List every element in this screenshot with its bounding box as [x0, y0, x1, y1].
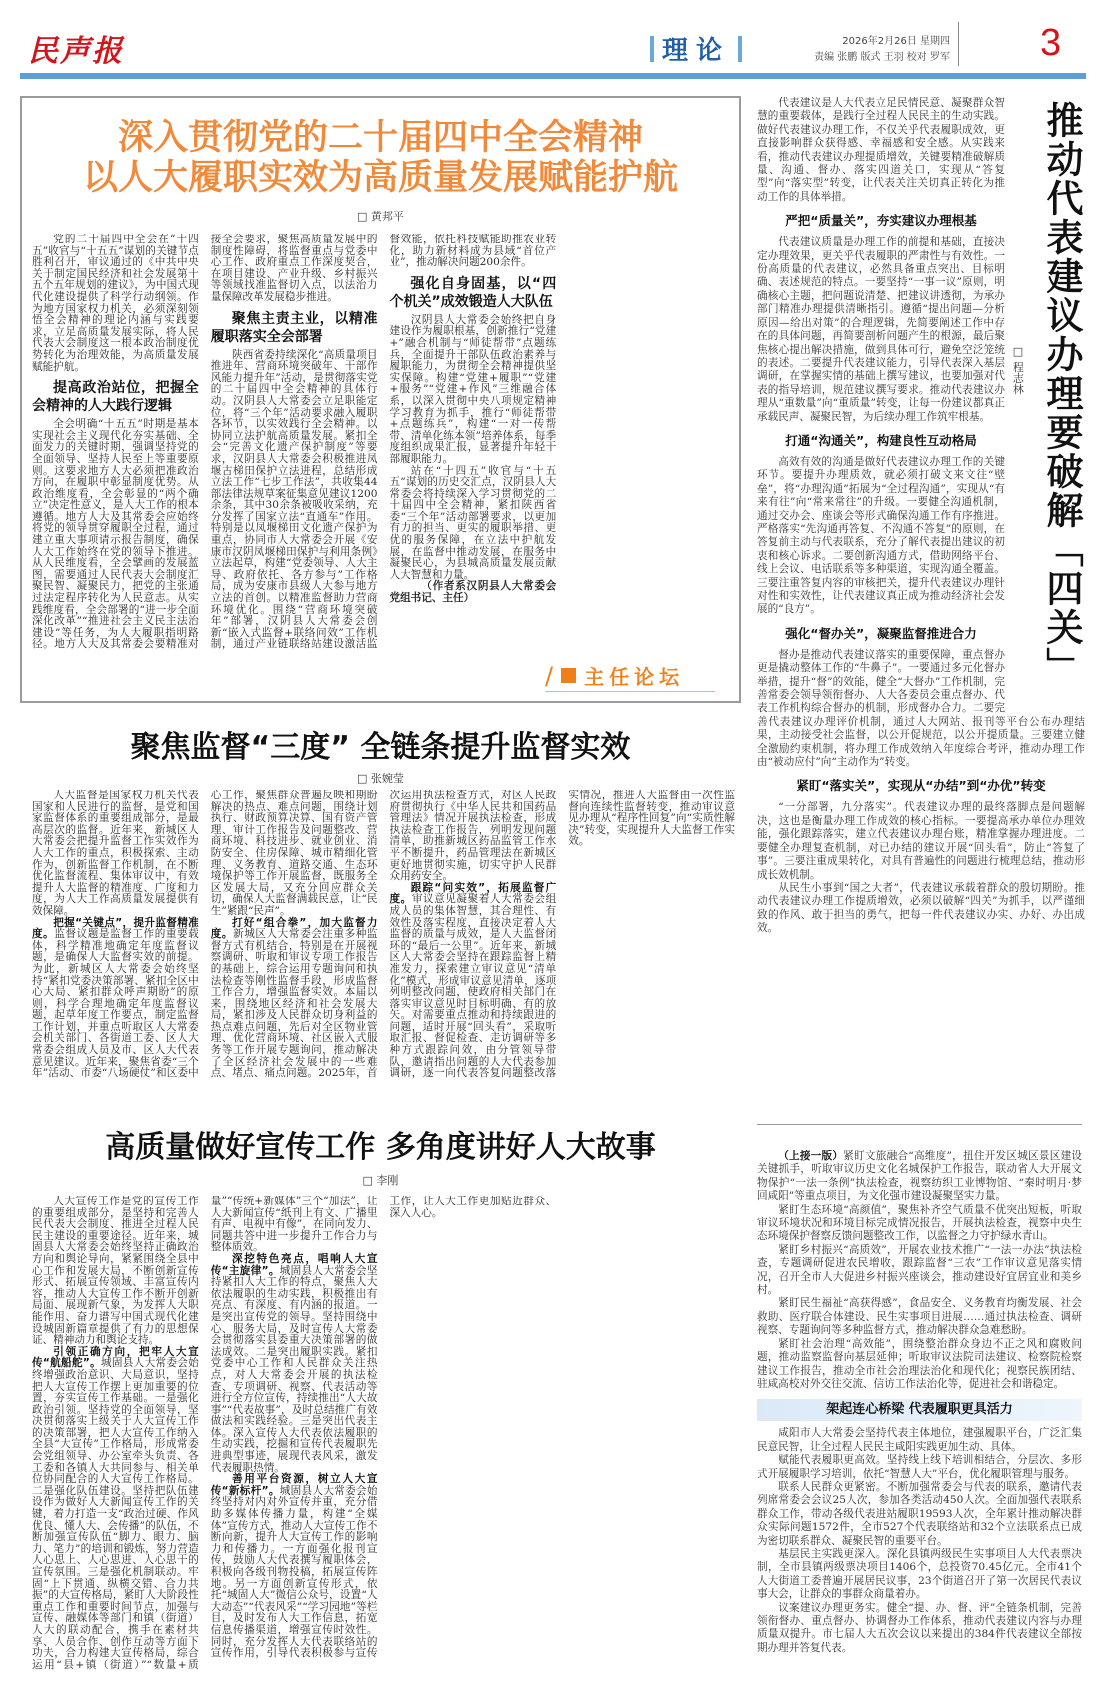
headline-line-2: 以人大履职实效为高质量发展赋能护航: [82, 158, 678, 198]
right-article-byline: □ 程志林: [1011, 345, 1025, 395]
paragraph: 基层民主实践更深入。深化县镇两级民生实事项目人大代表票决制，全市县镇两级票决项目1406个，总投资70.45亿元。全市41个人大街道工委普遍开展居民议事，23个街道召开了第一次居民代表议事大会，让群众的事群众商量着办。: [757, 1547, 1082, 1601]
subheading: 严把“质量关”，夯实建议办理根基: [785, 213, 977, 229]
slash-mark: /: [545, 661, 554, 690]
header-rule: [20, 73, 1086, 79]
editorial-staff: 责编 张鹏 版式 王羽 校对 罗军: [814, 52, 950, 63]
page-number: 3: [1040, 22, 1062, 64]
subheading: 打通“沟通关”，构建良性互动格局: [785, 432, 977, 448]
middle-article-headline: 聚焦监督“三度” 全链条提升监督实效: [130, 730, 631, 765]
bottom-article-byline: □ 李刚: [362, 1174, 399, 1187]
paragraph: 紧盯社会治理“高效能”，围绕整治群众身边不正之风和腐败问题，推动监察监督向基层延伸；听取审议法院司法建议、检察院检察建议工作报告，推动全市社会治理法治化和现代化；视察民族团结、驻咸高校对外交往交流、信访工作法治化等，促进社会和谐稳定。: [757, 1337, 1082, 1390]
paragraph: 人大宣传工作是党的宣传工作的重要组成部分，是坚持和完善人民代表大会制度、推进全过程人民民主建设的重要途径。近年来，城固县人大常委会始终坚持正确政治方向和舆论导向，紧紧围绕全县中心工作和发展大局，不断创新宣传形式、拓展宣传领域、丰富宣传内容，推动人大宣传工作不断开创新局面、展现新气象，为发挥人大职能作用、奋力谱写中国式现代化建设城固新篇章提供了有力的思想保证、精神动力和舆论支持。: [32, 1196, 199, 1347]
section-bar-left: [650, 36, 654, 62]
paragraph-lead-in: 跟踪“问实效”，拓展监督广度。: [389, 881, 557, 906]
issue-meta: [790, 34, 950, 66]
right-article: [757, 97, 1085, 1110]
paragraph-text: 新城区人大常委会注重多种监督方式有机结合，特别是在开展视察调研、听取和审议专项工作报告的基础上，综合运用专题询问和执法检查等刚性监督手段，形成监督工作合力，增强监督实效。本届以来，围绕地区经济和社会发展大局，紧扣涉及人民群众切身利益的热点难点问题，先后对全区物业管理、优化营商环境、社区嵌入式服务等工作开展专题询问，推动解决了全区经济社会发展中的一些难点、堵点、痛点问题。2025年，首次运用执法检查方式，对区人民政府贯彻执行《中华人民共和国药品管理法》情况开展执法检查，形成执法检查工作报告，列明发现问题清单，助推新城区药品监管工作水平不断提升，药品管理法在新城区更好地贯彻实施，切实守护人民群众用药安全。: [210, 790, 557, 1080]
paragraph: 紧盯生态环境“高颜值”，聚焦补齐空气质量不优突出短板，听取审议环境状况和环境目标完成情况报告，开展执法检查，视察中央生态环境保护督察反馈问题整改工作，以监督之力守护绿水青山。: [757, 1203, 1082, 1243]
continued-article-body: [757, 1150, 1082, 1682]
paragraph: 代表建议质量是办理工作的前提和基础，直接决定办理效果，更关乎代表履职的严肃性与有效性。一份高质量的代表建议，必然具备重点突出、目标明确、表述规范的特点。一要坚持“一事一议”原则，明确核心主题，把问题说清楚、把建议讲透彻，为承办部门精准办理提供清晰指引。遵循“提出问题—分析原因—给出对策”的合理逻辑，先简要阐述工作中存在的具体问题，再简要剖析问题产生的根源，最后聚焦核心提出解决措施，做到具体可行，避免空泛笼统的表述。二要提升代表建议能力，引导代表深入基层调研，在掌握实情的基础上撰写建议，也要加强对代表的指导培训，规范建议撰写要求。推动代表建议办理从“重数量”向“重质量”转变，让每一份建议都真正承载民声、凝聚民智，为后续办理工作筑牢根基。: [757, 236, 1005, 423]
paragraph-text: 紧盯文旅融合“高维度”，扭住开发区城区景区建设关键抓手，听取审议历史文化名城保护工作报告，联动省人大开展文物保护“一法一条例”执法检查，视察纺织工业博物馆、“秦时明月·梦回咸阳”等重点项目，为文化强市建设凝聚坚实力量。: [757, 1150, 1082, 1203]
paragraph-lead-in: 打好“组合拳”，加大监督力度。: [210, 916, 378, 941]
paragraph-text: 城固县人大常委会始终增强政治意识、大局意识，坚持把人大宣传工作摆上更加重要的位置，夯实宣传工作基础。一是强化政治引领。坚持党的全面领导，坚决贯彻落实上级关于人大宣传工作的决策部署，把人大宣传工作纳入全县“大宣传”工作格局，形成常委会党组领导、办公室牵头负责、各工委和各镇人大共同参与、相关单位协同配合的人大宣传工作格局。二是强化队伍建设。坚持把队伍建设作为做好人大新闻宣传工作的关键，着力打造一支“政治过硬、作风优良、懂人大、会传播”的队伍，不断加强宣传队伍“脚力、眼力、脑力、笔力”的培训和锻炼，努力营造人心思上、人心思进、人心思干的宣传氛围。三是强化机制联动。牢固“上下贯通、纵横交错、合力共振”的大宣传格局，紧盯人大阶段性重点工作和重要时间节点，加强与宣传、融媒体等部门和镇（街道）人大的联动配合，携手在素材共享、人员合作、创作互动等方面下功夫，合力构建大宣传格局，综合运用“县+镇（街道）”“数量+质量”“传统+新媒体”三个“加法”，让人大新闻宣传“纸刊上有文、广播里有声、电视中有像”，在同向发力、同题共答中进一步提升工作合力与整体质效。: [32, 1196, 378, 1671]
paragraph: 陕西省委持续深化“高质量项目推进年、营商环境突破年、干部作风能力提升年”活动，是贯彻落实党的二十届四中全会精神的具体行动。汉阴县人大常委会立足职能定位，将“三个年”活动要求融入履职各环节，以实效践行全会精神。以协同立法护航高质量发展。紧扣全会“完善文化遗产保护制度”等要求，汉阴县人大常委会积极推进凤堰古梯田保护立法进程，总结形成立法工作“七步工作法”，共收集44部法律法规草案征集意见建议1200余条，其中30余条被吸收采纳，充分发挥了国家立法“直通车”作用。特别是以凤堰梯田文化遗产保护为重点，协同市人大常委会开展《安康市汉阴凤堰梯田保护与利用条例》立法起草，构建“党委领导、人大主导、政府依托、各方参与”工作格局，成为安康市县级人大参与地方立法的首创。以精准监督助力营商环境优化。围绕“营商环境突破年”部署，汉阴县人大常委会创新“嵌入式监督+联络问效”工作机制，通过产业链联络站建设激活监督效能，依托科技赋能助推农业转化，助力新材料成为县域“首位产业”，推动解决问题200余件。: [210, 234, 557, 651]
paragraph: 全会明确“十五五”时期是基本实现社会主义现代化夯实基础、全面发力的关键时期，强调坚持党的全面领导、坚持人民至上等重要原则。这要求地方人大必须把准政治方向，在履职中彰显制度优势。从政治维度看，全会彰显的“两个确立”决定性意义，是人大工作的根本遵循。地方人大及其常委会应始终将党的领导贯穿履职全过程，通过建立重大事项请示报告制度，确保人大工作始终在党的领导下推进。从人民维度看，全会擘画的发展蓝图，需要通过人民代表大会制度汇聚民智、凝聚民力，把党的主张通过法定程序转化为人民意志。从实践维度看，全会部署的“进一步全面深化改革”“推进社会主义民主法治建设”等任务，为人大履职指明路径。地方人大及其常委会要精准对接全会要求，聚焦高质量发展中的制度性障碍，将监督重点与党委中心工作、政府重点工作深度契合，在项目建设、产业升级、乡村振兴等领域找准监督切入点，以法治力量保障改革发展稳步推进。: [32, 234, 378, 651]
paragraph-lead-in: 深挖特色亮点，唱响人大宣传“主旋律”。: [210, 1252, 378, 1277]
right-article-headline: 推动代表建议办理要破解「四关」: [1040, 101, 1083, 686]
square-mark: [561, 668, 576, 683]
paragraph-lead-in: 把握“关键点”，提升监督精准度。: [32, 916, 199, 941]
section-title: [650, 30, 742, 67]
lead-article-body: [32, 234, 735, 654]
middle-article-body: [32, 790, 735, 1088]
section-label: 理论: [662, 36, 731, 66]
lead-article-headline: [20, 118, 741, 198]
subheading: 强化自身固基，以“四个机关”成效锻造人大队伍: [389, 275, 557, 310]
paragraph: 从民生小事到“国之大者”，代表建议承载着群众的殷切期盼。推动代表建议办理工作提质增效，必须以破解“四关”为抓手，以严谨细致的作风、敢于担当的勇气，把每一件代表建议办实、办好、办出成效。: [757, 881, 1085, 935]
paragraph: 咸阳市人大常委会坚持代表主体地位，建强履职平台，广泛汇集民意民智，让全过程人民民主咸阳实践更加生动、具体。: [757, 1427, 1082, 1453]
paragraph: 联系人民群众更紧密。不断加强常委会与代表的联系，邀请代表列席常委会会议25人次，参加各类活动450人次。全面加强代表联系群众工作，带动各级代表进站履职19593人次，全年累计推动解决群众实际问题1572件，全市527个代表联络站和32个立法联系点已成为密切联系群众、凝聚民智的重要平台。: [757, 1480, 1082, 1547]
paragraph: 站在“十四五”收官与“十五五”谋划的历史交汇点，汉阴县人大常委会将持续深入学习贯彻党的二十届四中全会精神，紧扣陕西省委“三个年”活动部署要求，以更加有力的担当、更实的履职举措、更优的服务保障，在立法中护航发展，在监督中推动发展，在服务中凝聚民心，为县城高质量发展贡献人大智慧和力量。: [389, 464, 557, 581]
header-divider: [958, 22, 959, 66]
paragraph: 督办是推动代表建议落实的重要保障，重点督办更是撬动整体工作的“牛鼻子”。一要通过多元化督办举措，提升“督”的效能，健全“大督办”工作机制，完善常委会领导领衔督办、人大各委员会重点督办、代表工作机构综合督办的机制，形成督办合力。二要完善代表建议办理评价机制，通过人大网站、报刊等平台公布办理结果，主动接受社会监督，以公开促规范，以公开提质量。三要建立健全激励约束机制，将办理工作成效纳入年度综合考评，推动办理工作由“被动应付”向“主动作为”转变。: [757, 648, 1085, 769]
paragraph: 紧盯民生福祉“高获得感”，食品安全、义务教育均衡发展、社会救助、医疗联合体建设、民生实事项目进展……通过执法检查、调研视察、专题询问等多种监督方式，推动解决群众急难愁盼。: [757, 1297, 1082, 1337]
boxed-subheading: 架起连心桥梁 代表履职更具活力: [757, 1399, 1082, 1421]
headline-line-1: 深入贯彻党的二十届四中全会精神: [117, 118, 643, 158]
paragraph: 人大监督是国家权力机关代表国家和人民进行的监督，是党和国家监督体系的重要组成部分，是最高层次的监督。近年来，新城区人大常委会把提升监督工作实效作为人大工作的重点，积极探索、主动作为，创新监督工作机制，在不断优化监督流程、集体审议中，有效提升人大监督的精准度、广度和力度，为人大工作高质量发展提供有效保障。: [32, 790, 199, 917]
paragraph-text: 监督议题是监督工作的重要载体，科学精准地确定年度监督议题，是确保人大监督实效的前提。为此，新城区人大常委会始终坚持“紧扣党委决策部署、紧扣全区中心大局、紧扣群众呼声期盼”的原则，科学合理地确定年度监督议题，起草年度工作要点，制定监督工作计划，并重点听取区人大常委会机关部门、各街道工委、区人大常委会组成人员及市、区人大代表意见建议。近年来，聚焦省委“三个年”活动、市委“八场硬仗”和区委中心工作，聚焦群众普遍反映和期盼解决的热点、难点问题，围绕计划执行、财政预算决算、国有资产管理、审计工作报告及问题整改、营商环境、科技进步、就业创业、消防安全、住房保障、城市精细化管理、义务教育、道路交通、生态环境保护等工作开展监督，既服务全区发展大局，又充分回应群众关切，确保人大监督满载民意，让“民生”紧跟“民声”。: [32, 790, 378, 1080]
paragraph-lead-in: 善用平台资源，树立人大宣传“新标杆”。: [210, 1473, 378, 1497]
paragraph: 高效有效的沟通是做好代表建议办理工作的关键环节。要提升办理质效，就必须打破文来文往“壁垒”，将“办理沟通”拓展为“全过程沟通”，实现从“有来有往”向“常来常往”的升级。一要健全沟通机制，通过交办会、座谈会等形式确保沟通工作有序推进。严格落实“先沟通再答复、不沟通不答复”的原则，在答复前主动与代表联系，充分了解代表提出建议的初衷和核心诉求。二要创新沟通方式，借助网络平台、线上会议、电话联系等多种渠道，实现沟通全覆盖。三要注重答复内容的审核把关，提升代表建议办理针对性和实效性，让代表建议真正成为推动经济社会发展的“良方”。: [757, 455, 1005, 616]
column-logo-text: 主任论坛: [584, 665, 685, 689]
issue-date: 2026年2月26日 星期四: [842, 36, 950, 47]
subheading: 聚焦主责主业，以精准履职落实全会部署: [210, 310, 378, 345]
paragraph: [757, 1150, 1082, 1204]
section-bar-right: [738, 36, 742, 62]
author-note: （作者系汉阴县人大常委会党组书记、主任）: [389, 580, 557, 605]
column-logo: [545, 660, 715, 692]
paragraph: 议案建议办理更务实。健全“提、办、督、评”全链条机制，完善领衔督办、重点督办、协调督办工作体系，推动代表建议内容与办理质量双提升。市七届人大五次会议以来提出的384件代表建议全部按期办理并答复代表。: [757, 1601, 1082, 1654]
paragraph-lead-in: （上接一版）: [778, 1150, 844, 1162]
bottom-article-body: [32, 1196, 735, 1682]
lead-article-byline: □ 黄邦平: [357, 210, 404, 223]
paragraph: [211, 1254, 378, 1474]
paragraph: “一分部署，九分落实”。代表建议办理的最终落脚点是问题解决，这也是衡量办理工作成效的核心指标。一要提高承办单位办理效能，强化跟踪落实，建立代表建议办理台账，精准掌握办理进度。二要健全办理复查机制，对已办结的建议开展“回头看”，防止“答复了事”。三要注重成果转化，对具有普遍性的问题进行梳理总结，推动形成长效机制。: [757, 801, 1085, 881]
subheading: 强化“督办关”，凝聚监督推进合力: [785, 625, 977, 641]
paragraph: 紧盯乡村振兴“高质效”，开展农业技术推广“一法一办法”执法检查，专题调研促进农民增收，跟踪监督“三农”工作审议意见落实情况，召开全市人大促进乡村振兴座谈会，推动建设好宜居宜业和美乡村。: [757, 1243, 1082, 1297]
paragraph-lead-in: 引领正确方向，把牢人大宣传“航船舵”。: [32, 1345, 199, 1370]
paragraph: 党的二十届四中全会在“十四五”收官与“十五五”谋划的关键节点胜利召开，审议通过的《中共中央关于制定国民经济和社会发展第十五个五年规划的建议》，为中国式现代化建设提供了科学行动纲领。作为地方国家权力机关，必须深刻领悟全会精神的理论内涵与实践要求，立足高质量发展实际，将人民代表大会制度这一根本政治制度优势转化为治理效能，为高质量发展赋能护航。: [32, 234, 199, 373]
paragraph-text: 城固县人大常委会坚持紧扣人大工作的特点，聚焦人大依法履职的生动实践，积极推出有亮点、有深度、有内涵的报道。一是突出宣传党的领导。坚持围绕中心、服务大局，及时宣传人大常委会贯彻落实县委重大决策部署的做法成效。二是突出履职实践。紧扣党委中心工作和人民群众关注热点，对人大常委会开展的执法检查、专项调研、视察、代表活动等进行全方位宣传，持续推出“人大故事”“代表故事”，及时总结推广有效做法和实践经验。三是突出代表主体。深入宣传人大代表依法履职的生动实践，挖掘和宣传代表履职先进典型事迹，展现代表风采，激发代表履职热情。: [210, 1264, 378, 1474]
subheading: 提高政治站位，把握全会精神的人大践行逻辑: [32, 380, 199, 415]
paragraph-text: 审议意见凝聚着人大常委会组成人员的集体智慧，其合理性、有效性及落实程度，直接决定着人大监督的质量与成效，是人大监督闭环的“最后一公里”。近年来，新城区人大常委会坚持在跟踪监督上精准发力，探索建立审议意见“清单化”模式，形成审议意见清单，逐项列明整改问题，使政府相关部门在落实审议意见时目标明确、有的放矢。对需要重点推动和持续跟进的问题，适时开展“回头看”，采取听取汇报、督促检查、走访调研等多种方式跟踪问效，由分管领导带队，邀请指出问题的人大代表参加调研，逐一向代表答复问题整改落实情况，推进人大监督由一次性监督向连续性监督转变，推动审议意见办理从“程序性回复”向“实质性解决”转变，实现提升人大监督工作实效。: [389, 790, 735, 1080]
paragraph-text: 城固县人大常委会始终坚持对内对外宣传并重，充分借助多媒体传播力量，构建“全媒体”宣传方式，推动人大宣传工作不断向新，提升人大宣传工作的影响力和传播力。一方面强化报刊宣传，鼓励人大代表撰写履职体会，积极向各级刊物投稿，拓展宣传阵地。另一方面创新宣传形式，依托“城固人大”微信公众号，设置“人大动态”“代表风采”“学习园地”等栏目，及时发布人大工作信息，拓宽信息传播渠道，增强宣传时效性。同时，充分发挥人大代表联络站的宣传作用，引导代表积极参与宣传工作，让人大工作更加贴近群众、深入人心。: [210, 1196, 557, 1660]
bottom-article-headline: 高质量做好宣传工作 多角度讲好人大故事: [105, 1130, 656, 1165]
right-article-title-block: [1005, 97, 1085, 709]
paragraph: 代表建议是人大代表立足民情民意、凝聚群众智慧的重要载体，是践行全过程人民民主的生动实践。做好代表建议办理工作，不仅关乎代表履职成效，更直接影响群众获得感、幸福感和安全感。从实践来看，推动代表建议办理提质增效，关键要精准破解质量、沟通、督办、落实四道关口，实现从“答复型”向“落实型”转变，让代表关注关切真正转化为推动工作的具体举措。: [757, 97, 1005, 203]
paragraph: 赋能代表履职更高效。坚持线上线下培训相结合，分层次、多形式开展履职学习培训，依托“智慧人大”平台，优化履职管理与服务。: [757, 1454, 1082, 1480]
article-divider: [757, 1124, 1082, 1125]
paragraph: 汉阴县人大常委会始终把自身建设作为履职根基，创新推行“党建+”融合机制与“师徒帮带”点题练兵，全面提升干部队伍政治素养与履职能力，为贯彻全会精神提供坚实保障。构建“党建+履职”“党建+服务”“党建+作风”三维融合体系，以深入贯彻中央八项规定精神学习教育为抓手，推行“师徒帮带+点题练兵”，构建“一对一传帮带、清单化练本领”培养体系，每季度组织成果汇报，显著提升年轻干部履职能力。: [389, 313, 557, 465]
newspaper-logo: 民声报: [28, 34, 124, 69]
subheading: 紧盯“落实关”，实现从“办结”到“办优”转变: [796, 778, 1046, 794]
middle-article-byline: □ 张婉莹: [357, 772, 404, 785]
